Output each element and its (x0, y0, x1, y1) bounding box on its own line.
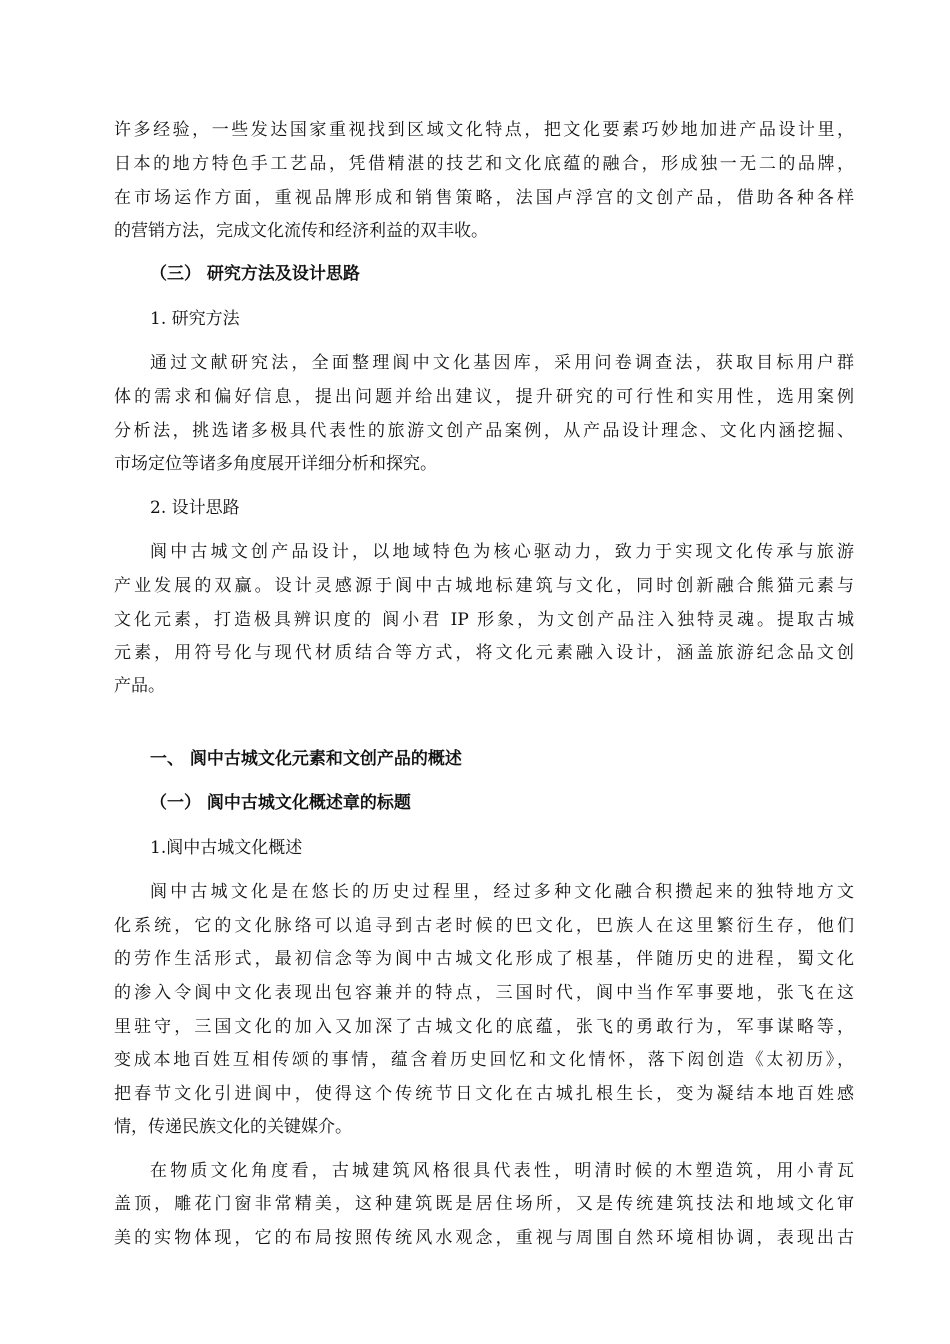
paragraph-line: 市场定位等诸多角度展开详细分析和探究。 (114, 454, 437, 474)
section-heading: （一） 阆中古城文化概述章的标题 (150, 793, 411, 813)
paragraph-line: 的营销方法，完成文化流传和经济利益的双丰收。 (114, 221, 488, 241)
paragraph-line: 的劳作生活形式，最初信念等为阆中古城文化形成了根基，伴随历史的进程，蜀文化 (114, 949, 854, 969)
paragraph-line: 在市场运作方面，重视品牌形成和销售策略，法国卢浮宫的文创产品，借助各种各样 (114, 188, 854, 208)
paragraph-line: 变成本地百姓互相传颂的事情，蕴含着历史回忆和文化情怀，落下闳创造《太初历》， (114, 1050, 854, 1070)
paragraph-line: 阆中古城文化是在悠长的历史过程里，经过多种文化融合积攒起来的独特地方文 (150, 882, 854, 902)
paragraph-line: 体的需求和偏好信息，提出问题并给出建议，提升研究的可行性和实用性，选用案例 (114, 387, 854, 407)
paragraph-line: 化系统，它的文化脉络可以追寻到古老时候的巴文化，巴族人在这里繁衍生存，他们 (114, 916, 854, 936)
paragraph-line: 美的实物体现，它的布局按照传统风水观念，重视与周围自然环境相协调，表现出古 (114, 1228, 854, 1248)
paragraph-line: 通过文献研究法，全面整理阆中文化基因库，采用问卷调查法，获取目标用户群 (150, 353, 854, 373)
subsection-heading: 1.阆中古城文化概述 (150, 838, 303, 858)
subsection-heading: 1. 研究方法 (150, 309, 240, 329)
subsection-heading: 2. 设计思路 (150, 498, 240, 518)
paragraph-line: 里驻守，三国文化的加入又加深了古城文化的底蕴，张飞的勇敢行为，军事谋略等， (114, 1017, 854, 1037)
paragraph-line: 分析法，挑选诸多极具代表性的旅游文创产品案例，从产品设计理念、文化内涵挖掘、 (114, 421, 854, 441)
paragraph-line: 许多经验，一些发达国家重视找到区域文化特点，把文化要素巧妙地加进产品设计里， (114, 120, 854, 140)
chapter-heading: 一、 阆中古城文化元素和文创产品的概述 (150, 749, 462, 769)
paragraph-line: 产品。 (114, 676, 165, 696)
paragraph-line: 日本的地方特色手工艺品，凭借精湛的技艺和文化底蕴的融合，形成独一无二的品牌， (114, 154, 854, 174)
paragraph-line: 元素，用符号化与现代材质结合等方式，将文化元素融入设计，涵盖旅游纪念品文创 (114, 643, 854, 663)
section-heading: （三） 研究方法及设计思路 (150, 264, 360, 284)
paragraph-line: 在物质文化角度看，古城建筑风格很具代表性，明清时候的木塑造筑，用小青瓦 (150, 1161, 854, 1181)
paragraph-line: 盖顶，雕花门窗非常精美，这种建筑既是居住场所，又是传统建筑技法和地域文化审 (114, 1194, 854, 1214)
paragraph-line: 情，传递民族文化的关键媒介。 (114, 1117, 352, 1137)
paragraph-line: 的渗入令阆中文化表现出包容兼并的特点，三国时代，阆中当作军事要地，张飞在这 (114, 983, 854, 1003)
paragraph-line: 产业发展的双赢。设计灵感源于阆中古城地标建筑与文化，同时创新融合熊猫元素与 (114, 576, 854, 596)
paragraph-line: 把春节文化引进阆中，使得这个传统节日文化在古城扎根生长，变为凝结本地百姓感 (114, 1084, 854, 1104)
paragraph-line: 文化元素，打造极具辨识度的 阆小君 IP 形象，为文创产品注入独特灵魂。提取古城 (114, 610, 854, 630)
paragraph-line: 阆中古城文创产品设计，以地域特色为核心驱动力，致力于实现文化传承与旅游 (150, 542, 854, 562)
